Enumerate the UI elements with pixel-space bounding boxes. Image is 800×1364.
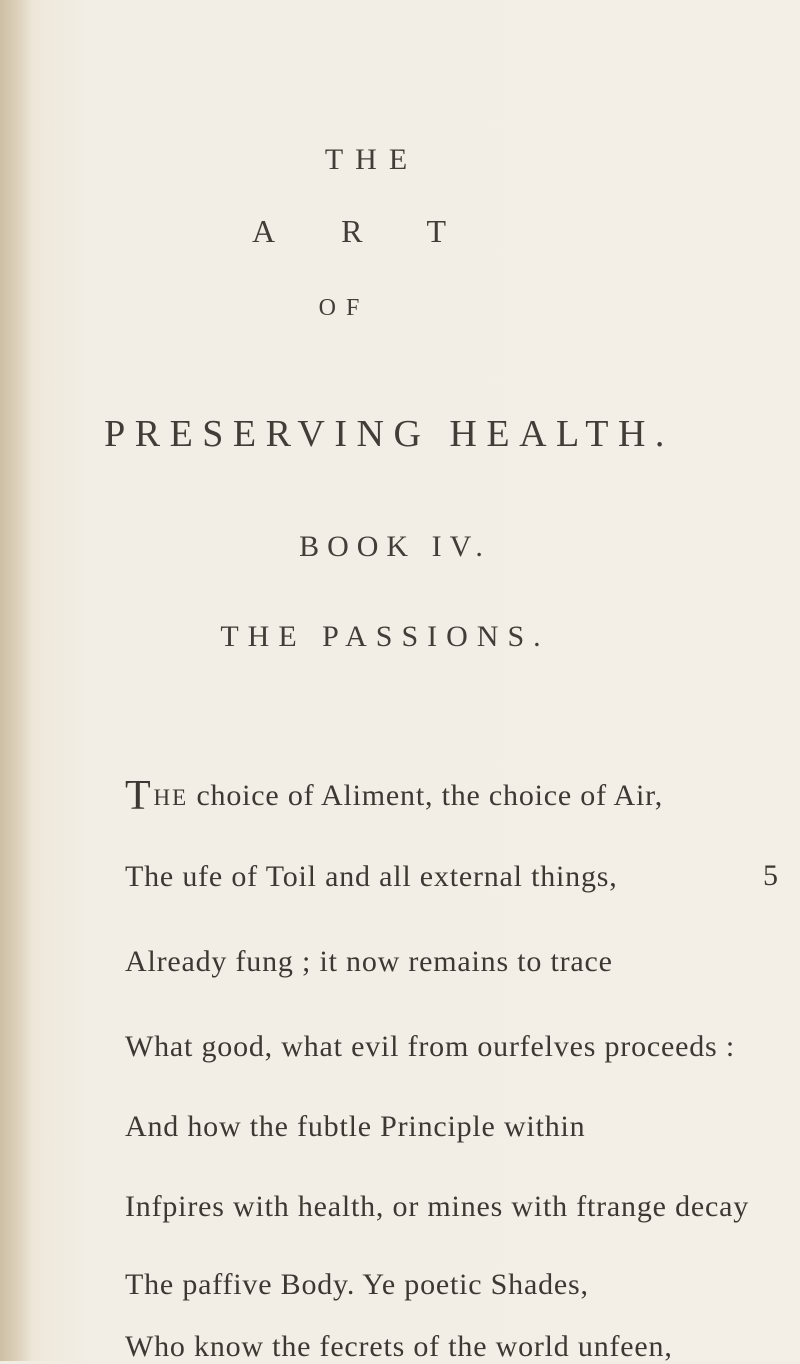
page-gutter-edge bbox=[0, 0, 32, 1361]
poem-line-6: Infpires with health, or mines with ftrange decay bbox=[125, 1190, 750, 1223]
poem-line-4: What good, what evil from ourfelves proceeds : bbox=[125, 1030, 735, 1063]
poem-line-1 bbox=[125, 775, 663, 817]
book-number: BOOK IV. bbox=[299, 530, 491, 563]
line-number: 5 bbox=[763, 859, 778, 892]
drop-cap: T bbox=[125, 773, 152, 819]
poem-line-3: Already fung ; it now remains to trace bbox=[125, 945, 613, 978]
heading-of: OF bbox=[318, 295, 370, 321]
section-title: THE PASSIONS. bbox=[220, 620, 550, 653]
poem-line-7: The paffive Body. Ye poetic Shades, bbox=[125, 1268, 589, 1301]
poem-line-2: The ufe of Toil and all external things, bbox=[125, 860, 618, 893]
heading-art: ART bbox=[251, 213, 513, 249]
drop-cap-continuation: HE bbox=[153, 785, 189, 810]
heading-the: THE bbox=[324, 143, 420, 176]
poem-line-1-text: choice of Aliment, the choice of Air, bbox=[188, 779, 664, 812]
poem-line-8: Who know the fecrets of the world unfeen, bbox=[125, 1330, 673, 1363]
page-title: PRESERVING HEALTH. bbox=[104, 413, 674, 455]
poem-line-5: And how the fubtle Principle within bbox=[125, 1110, 586, 1143]
